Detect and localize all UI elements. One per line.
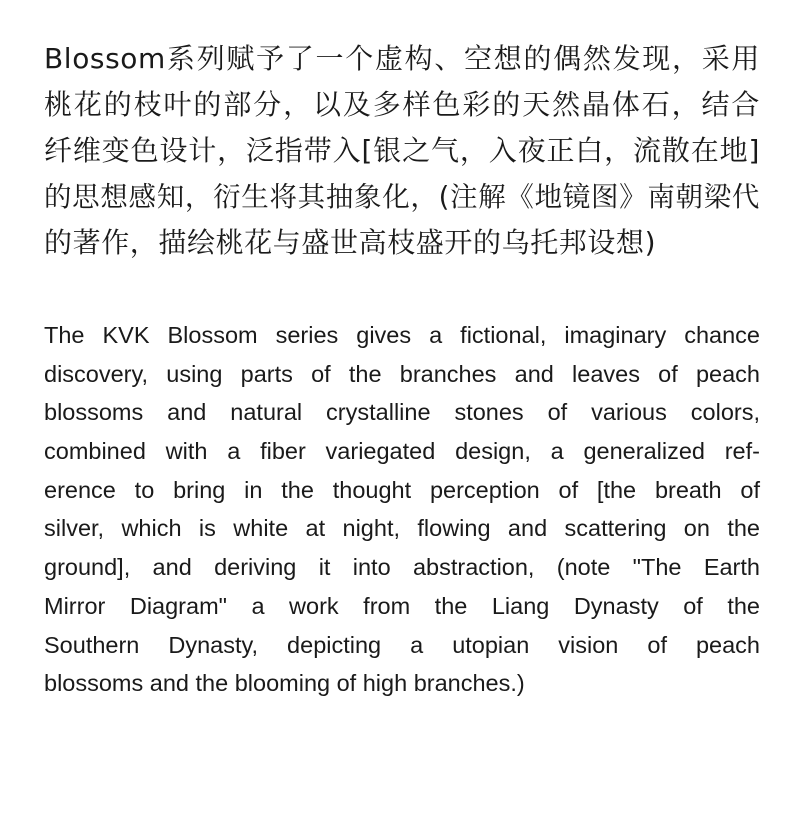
english-line: Mirror Diagram" a work from the Liang Dynasty of the xyxy=(44,592,760,619)
english-line: erence to bring in the thought perception of [the breath of xyxy=(44,476,760,503)
english-line: Southern Dynasty, depicting a utopian vision of peach xyxy=(44,631,760,658)
document-body xyxy=(44,36,760,703)
english-line: blossoms and the blooming of high branches.) xyxy=(44,670,525,697)
chinese-line: 纤维变色设计，泛指带入[银之气，入夜正白，流散在地] xyxy=(44,134,760,167)
chinese-paragraph xyxy=(44,36,760,266)
english-line: The KVK Blossom series gives a fictional, imaginary chance xyxy=(44,322,760,348)
chinese-line: 的思想感知，衍生将其抽象化，(注解《地镜图》南朝梁代 xyxy=(44,181,760,213)
english-paragraph xyxy=(44,316,760,703)
english-line: combined with a fiber variegated design, a generalized ref- xyxy=(44,438,760,465)
english-line: discovery, using parts of the branches and leaves of peach xyxy=(44,360,760,387)
chinese-line: Blossom系列赋予了一个虚构、空想的偶然发现，采用 xyxy=(44,42,760,75)
chinese-line: 桃花的枝叶的部分，以及多样色彩的天然晶体石，结合 xyxy=(44,88,760,121)
english-line: blossoms and natural crystalline stones of various colors, xyxy=(44,399,760,426)
english-line: ground], and deriving it into abstraction, (note "The Earth xyxy=(44,554,760,581)
english-line: silver, which is white at night, flowing and scattering on the xyxy=(44,515,760,542)
chinese-line: 的著作，描绘桃花与盛世高枝盛开的乌托邦设想) xyxy=(44,226,657,259)
